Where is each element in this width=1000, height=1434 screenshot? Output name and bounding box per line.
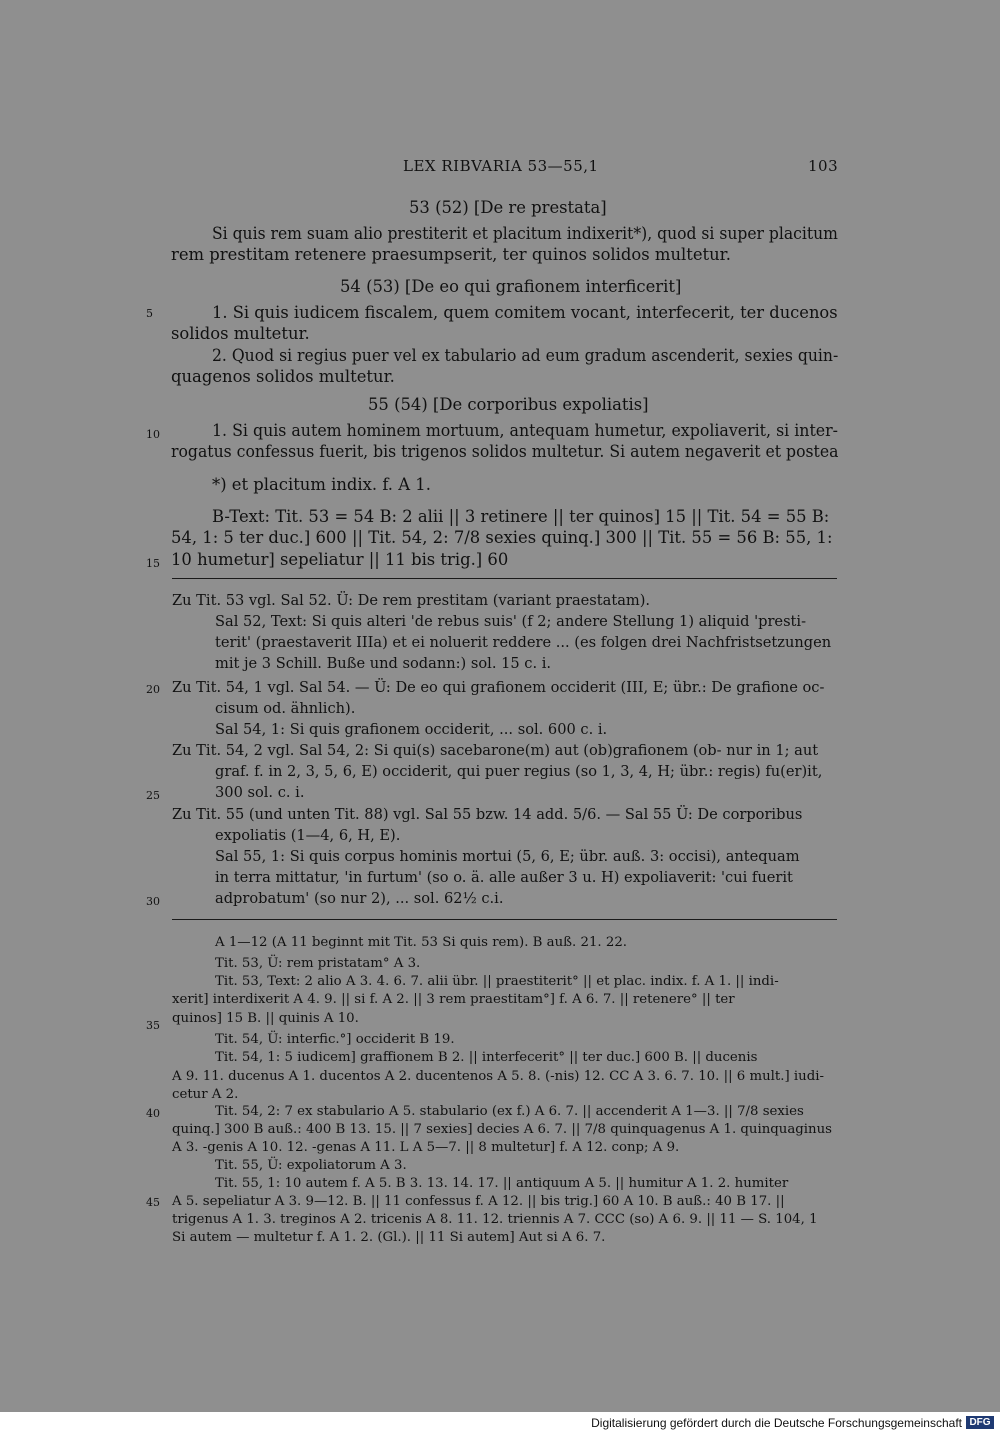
apparatus-line: Zu Tit. 54, 2 vgl. Sal 54, 2: Si qui(s) sacebarone(m) aut (ob)grafionem (ob- nur in 1; aut (172, 742, 819, 759)
page-number: 103 (808, 157, 839, 175)
text-line: 2. Quod si regius puer vel ex tabulario ad eum gradum ascenderit, sexies quin- (212, 346, 839, 365)
funding-note: Digitalisierung gefördert durch die Deutsche Forschungsgemeinschaft (591, 1416, 962, 1430)
line-number: 10 (146, 428, 160, 441)
footnote: *) et placitum indix. f. A 1. (212, 475, 431, 494)
apparatus-line: Sal 54, 1: Si quis grafionem occiderit, ... sol. 600 c. i. (215, 721, 608, 738)
running-title: LEX RIBVARIA 53—55,1 (403, 157, 599, 175)
footer-bar (0, 1412, 1000, 1434)
apparatus-line: cisum od. ähnlich). (215, 700, 356, 717)
apparatus-line: Sal 55, 1: Si quis corpus hominis mortui (5, 6, E; übr. auß. 3: occisi), antequam (215, 848, 800, 865)
section-heading: 55 (54) [De corporibus expoliatis] (368, 395, 649, 414)
line-number: 25 (146, 789, 160, 802)
apparatus-line: Zu Tit. 55 (und unten Tit. 88) vgl. Sal 55 bzw. 14 add. 5/6. — Sal 55 Ü: De corporibus (172, 806, 803, 823)
variant-line: A 9. 11. ducenus A 1. ducentos A 2. ducentenos A 5. 8. (-nis) 12. CC A 3. 6. 7. 10. || 6 mult.] iudi- (172, 1069, 824, 1084)
line-number: 20 (146, 683, 160, 696)
variant-line: Tit. 54, Ü: interfic.°] occiderit B 19. (215, 1032, 455, 1047)
apparatus-line: terit' (praestaverit IIIa) et ei noluerit reddere ... (es folgen drei Nachfristsetzungen (215, 634, 832, 651)
apparatus-line: Zu Tit. 54, 1 vgl. Sal 54. — Ü: De eo qui grafionem occiderit (III, E; übr.: De grafione oc- (172, 679, 825, 696)
text-line: solidos multetur. (171, 324, 310, 343)
variant-line: A 3. -genis A 10. 12. -genas A 11. L A 5—7. || 8 multetur] f. A 12. conp; A 9. (172, 1140, 680, 1155)
divider (172, 919, 837, 920)
variant-line: Tit. 54, 2: 7 ex stabulario A 5. stabulario (ex f.) A 6. 7. || accenderit A 1—3. || 7/8 sexies (215, 1104, 804, 1119)
b-text-line: 10 humetur] sepeliatur || 11 bis trig.] 60 (171, 550, 509, 569)
section-heading: 54 (53) [De eo qui grafionem interficerit] (340, 277, 682, 296)
dfg-logo: DFG (966, 1416, 994, 1429)
page-header (0, 155, 1000, 179)
variant-line: Tit. 55, 1: 10 autem f. A 5. B 3. 13. 14. 17. || antiquum A 5. || humitur A 1. 2. humiter (215, 1176, 789, 1191)
variant-line: Tit. 53, Ü: rem pristatam° A 3. (215, 956, 421, 971)
line-number: 30 (146, 895, 160, 908)
text-line: rem prestitam retenere praesumpserit, ter quinos solidos multetur. (171, 245, 731, 264)
text-line: 1. Si quis autem hominem mortuum, antequam humetur, expoliaverit, si inter- (212, 421, 839, 440)
apparatus-line: 300 sol. c. i. (215, 784, 305, 801)
line-number: 45 (146, 1196, 160, 1209)
divider (172, 578, 837, 579)
text-line: quagenos solidos multetur. (171, 367, 395, 386)
apparatus-line: in terra mittatur, 'in furtum' (so o. ä. alle außer 3 u. H) expoliaverit: 'cui fuerit (215, 869, 793, 886)
text-line: Si quis rem suam alio prestiterit et placitum indixerit*), quod si super placitum (212, 224, 838, 243)
variant-line: cetur A 2. (172, 1087, 239, 1102)
apparatus-line: expoliatis (1—4, 6, H, E). (215, 827, 401, 844)
variant-line: Si autem — multetur f. A 1. 2. (Gl.). || 11 Si autem] Aut si A 6. 7. (172, 1230, 606, 1245)
apparatus-line: graf. f. in 2, 3, 5, 6, E) occiderit, qui puer regius (so 1, 3, 4, H; übr.: regis) fu(er)it, (215, 763, 823, 780)
apparatus-line: Zu Tit. 53 vgl. Sal 52. Ü: De rem prestitam (variant praestatam). (172, 592, 651, 609)
variant-line: Tit. 53, Text: 2 alio A 3. 4. 6. 7. alii übr. || praestiterit° || et plac. indix. f. A 1. || indi- (215, 974, 779, 989)
variant-line: Tit. 55, Ü: expoliatorum A 3. (215, 1158, 407, 1173)
variant-line: xerit] interdixerit A 4. 9. || si f. A 2. || 3 rem praestitam°] f. A 6. 7. || retenere° || ter (172, 992, 735, 1007)
text-line: rogatus confessus fuerit, bis trigenos solidos multetur. Si autem negaverit et postea (171, 442, 839, 461)
variant-line: A 5. sepeliatur A 3. 9—12. B. || 11 confessus f. A 12. || bis trig.] 60 A 10. B auß.: 40 B 17. || (172, 1194, 785, 1209)
apparatus-line: adprobatum' (so nur 2), ... sol. 62½ c.i. (215, 890, 504, 907)
section-heading: 53 (52) [De re prestata] (409, 198, 607, 217)
variant-line: trigenus A 1. 3. treginos A 2. tricenis A 8. 11. 12. triennis A 7. CCC (so) A 6. 9. || 11 — S. 104, 1 (172, 1212, 818, 1227)
line-number: 40 (146, 1107, 160, 1120)
line-number: 15 (146, 557, 160, 570)
variant-line: Tit. 54, 1: 5 iudicem] graffionem B 2. || interfecerit° || ter duc.] 600 B. || ducenis (215, 1050, 758, 1065)
variant-line: quinq.] 300 B auß.: 400 B 13. 15. || 7 sexies] decies A 6. 7. || 7/8 quinquagenus A 1. quinquaginus (172, 1122, 833, 1137)
variant-line: quinos] 15 B. || quinis A 10. (172, 1011, 359, 1026)
line-number: 35 (146, 1019, 160, 1032)
apparatus-line: Sal 52, Text: Si quis alteri 'de rebus suis' (f 2; andere Stellung 1) aliquid 'presti- (215, 613, 807, 630)
line-number: 5 (146, 307, 153, 320)
b-text-line: B-Text: Tit. 53 = 54 B: 2 alii || 3 retinere || ter quinos] 15 || Tit. 54 = 55 B: (212, 507, 830, 526)
text-line: 1. Si quis iudicem fiscalem, quem comitem vocant, interfecerit, ter ducenos (212, 303, 838, 322)
apparatus-line: mit je 3 Schill. Buße und sodann:) sol. 15 c. i. (215, 655, 552, 672)
b-text-line: 54, 1: 5 ter duc.] 600 || Tit. 54, 2: 7/8 sexies quinq.] 300 || Tit. 55 = 56 B: 55, 1: (171, 528, 833, 547)
variant-line: A 1—12 (A 11 beginnt mit Tit. 53 Si quis rem). B auß. 21. 22. (215, 935, 628, 950)
